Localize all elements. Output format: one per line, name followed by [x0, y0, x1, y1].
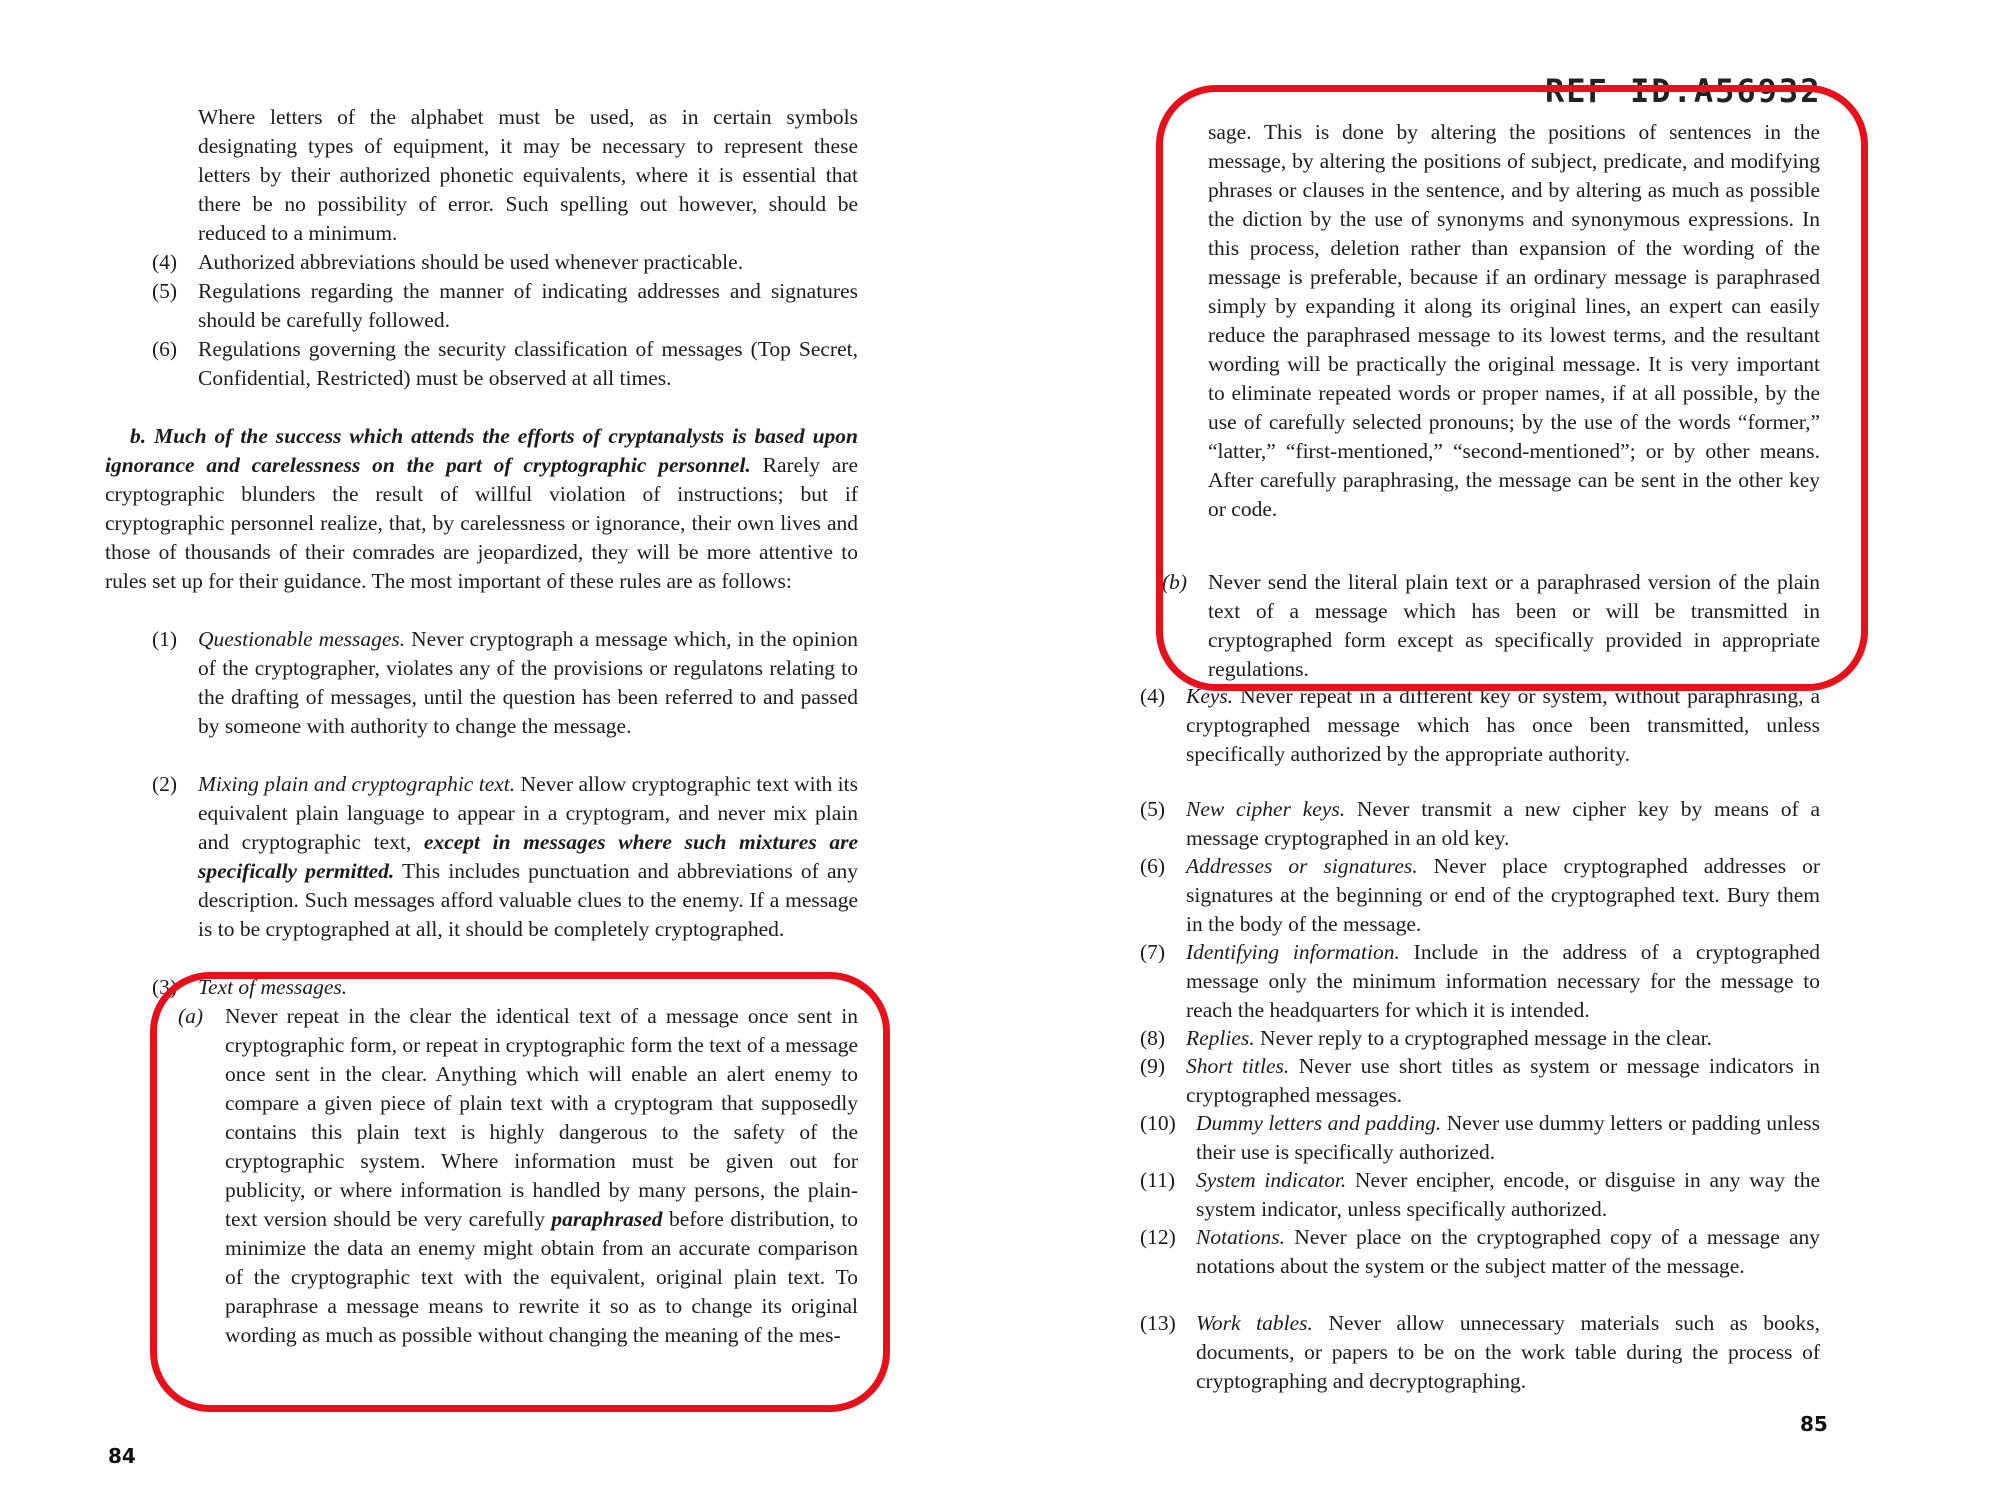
subrule-text: Never repeat in the clear the identical text of a message once sent in cryptographic form, or repeat in cryptographic form the text of a message once sent in the clear. Anything which will enable an alert enemy to compare a given piece of plain text with a cryptogram that supposedly contains this plain text is highly dangerous to the safety of the cryptographic system. Where information must be given out for publicity, or where information is handled by many persons, the plain-text version should be very carefully [225, 1004, 858, 1231]
page-number: 84 [108, 1444, 136, 1468]
page-number: 85 [1800, 1412, 1828, 1436]
rule-title: Work tables. [1196, 1311, 1313, 1335]
subrule-emphasis: paraphrased [551, 1207, 663, 1231]
rule-item [1186, 1024, 1820, 1053]
section-b-lead: b. Much of the success which attends the efforts of cryptanalysts is based upon ignorance and carelessness on the part of cryptographic personnel. [105, 424, 858, 477]
rule-title: New cipher keys. [1186, 797, 1346, 821]
rule-title: Replies. [1186, 1026, 1255, 1050]
rule-item [198, 770, 858, 944]
rule-number: (1) [152, 627, 178, 651]
rule-text: Never allow cryptographic text with its equivalent plain language to appear in a cryptogram, and never mix plain and cryptographic text, [198, 772, 858, 854]
rule-title: System indicator. [1196, 1168, 1347, 1192]
rule-number: (4) [1140, 684, 1166, 708]
right-page [1000, 0, 2000, 1500]
left-page [0, 0, 990, 1500]
rule-number: (5) [1140, 797, 1166, 821]
rule-number: (3) [152, 975, 178, 999]
rule-item [1186, 682, 1820, 769]
subrule-item: Never send the literal plain text or a paraphrased version of the plain text of a message which has been or will be transmitted in cryptographed form except as specifically provided in appropriate regulations. [1208, 570, 1820, 681]
rule-text: Never use short titles as system or message indicators in cryptographed messages. [1186, 1054, 1820, 1107]
rule-item [1196, 1166, 1820, 1224]
rule-item [1186, 795, 1820, 853]
rule-title: Dummy letters and padding. [1196, 1111, 1442, 1135]
rule-item: Authorized abbreviations should be used whenever practicable. [198, 250, 744, 274]
rule-number: (7) [1140, 940, 1166, 964]
rule-number: (5) [152, 279, 178, 303]
rule-number: (10) [1140, 1111, 1176, 1135]
rule-text: Never place on the cryptographed copy of a message any notations about the system or the subject matter of the message. [1196, 1225, 1820, 1278]
rule-text: Never repeat in a different key or system, without paraphrasing, a cryptographed message which has once been transmitted, unless specifically authorized by the appropriate authority. [1186, 684, 1820, 766]
rule-text: Never place cryptographed addresses or signatures at the beginning or end of the cryptographed text. Bury them in the body of the message. [1186, 854, 1820, 936]
rule-title: Mixing plain and cryptographic text. [198, 772, 516, 796]
rule-number: (2) [152, 772, 178, 796]
subrule-item [225, 1002, 858, 1350]
rule-item [198, 625, 858, 741]
rule-number: (4) [152, 250, 178, 274]
rule-text: Never encipher, encode, or disguise in any way the system indicator, unless specifically authorized. [1196, 1168, 1820, 1221]
rule-item: Regulations regarding the manner of indicating addresses and signatures should be carefully followed. [198, 279, 858, 332]
rule-text: Never cryptograph a message which, in the opinion of the cryptographer, violates any of the provisions or regulatons relating to the drafting of messages, until the question has been referred to and passed by someone with authority to change the message. [198, 627, 858, 738]
rule-item [1186, 852, 1820, 939]
continuation-paragraph: sage. This is done by altering the positions of sentences in the message, by altering the positions of subject, predicate, and modifying phrases or clauses in the sentence, and by altering as much as possible the diction by the use of synonyms and synonymous expressions. In this process, deletion rather than expansion of the wording of the message is preferable, because if an ordinary message is paraphrased simply by expanding it along its original lines, an expert can easily reduce the paraphrased message to its lowest terms, and the resultant wording will be practically the original message. It is very important to eliminate repeated words or proper names, if at all possible, by the use of carefully selected pronouns; by the use of the words “former,” “latter,” “first-mentioned,” “second-mentioned”; or by other means. After carefully paraphrasing, the message can be sent in the other key or code. [1208, 120, 1820, 521]
rule-title: Identifying information. [1186, 940, 1400, 964]
rule-number: (8) [1140, 1026, 1166, 1050]
section-b-body: Rarely are cryptographic blunders the result of willful violation of instructions; but if cryptographic personnel realize, that, by carelessness or ignorance, their own lives and those of thousands of their comrades are jeopardized, they will be more attentive to rules set up for their guidance. The most important of these rules are as follows: [105, 453, 859, 593]
rule-item [1186, 1052, 1820, 1110]
rule-item [1186, 938, 1820, 1025]
rule-emphasis: except in messages where such mixtures are specifically permitted. [198, 830, 858, 883]
rule-title: Keys. [1186, 684, 1234, 708]
rule-text: This includes punctuation and abbreviations of any description. Such messages afford valuable clues to the enemy. If a message is to be cryptographed at all, it should be completely cryptographed. [198, 859, 858, 941]
rule-text: Include in the address of a cryptographed message only the minimum information necessary for the message to reach the headquarters for which it is intended. [1186, 940, 1820, 1022]
rule-number: (6) [1140, 854, 1166, 878]
rule-item [1196, 1309, 1820, 1396]
rule-text: Never reply to a cryptographed message in the clear. [1254, 1026, 1712, 1050]
rule-text: Never allow unnecessary materials such as books, documents, or papers to be on the work table during the process of cryptographing and decryptographing. [1196, 1311, 1820, 1393]
rule-number: (6) [152, 337, 178, 361]
rule-title: Notations. [1196, 1225, 1286, 1249]
rule-item [1196, 1223, 1820, 1281]
rule-number: (11) [1140, 1168, 1176, 1192]
intro-paragraph: Where letters of the alphabet must be used, as in certain symbols designating types of equipment, it may be necessary to represent these letters by their authorized phonetic equivalents, where it is essential that there be no possibility of error. Such spelling out however, should be reduced to a minimum. [198, 105, 858, 245]
rule-number: (12) [1140, 1225, 1176, 1249]
rule-number: (13) [1140, 1311, 1176, 1335]
ref-id-stamp: REF ID:A56932 [1545, 72, 1822, 110]
rule-number: (9) [1140, 1054, 1166, 1078]
rule-title: Short titles. [1186, 1054, 1290, 1078]
rule-heading [198, 973, 858, 1002]
rule-item [1196, 1109, 1820, 1167]
rule-text: Never transmit a new cipher key by means of a message cryptographed in an old key. [1186, 797, 1820, 850]
subrule-text: before distribution, to minimize the data an enemy might obtain from an accurate comparison of the cryptographic text with the equivalent, original plain text. To paraphrase a message means to rewrite it so as to change its original wording as much as possible without changing the meaning of the mes- [225, 1207, 859, 1347]
section-b-paragraph [105, 422, 858, 596]
subrule-label: (b) [1162, 570, 1188, 594]
rule-title: Questionable messages. [198, 627, 406, 651]
rule-title: Text of messages. [198, 975, 348, 999]
rule-text: Never use dummy letters or padding unless their use is specifically authorized. [1196, 1111, 1820, 1164]
rule-item: Regulations governing the security classification of messages (Top Secret, Confidential, Restricted) must be observed at all times. [198, 337, 858, 390]
subrule-label: (a) [178, 1004, 204, 1028]
rule-title: Addresses or signatures. [1186, 854, 1418, 878]
